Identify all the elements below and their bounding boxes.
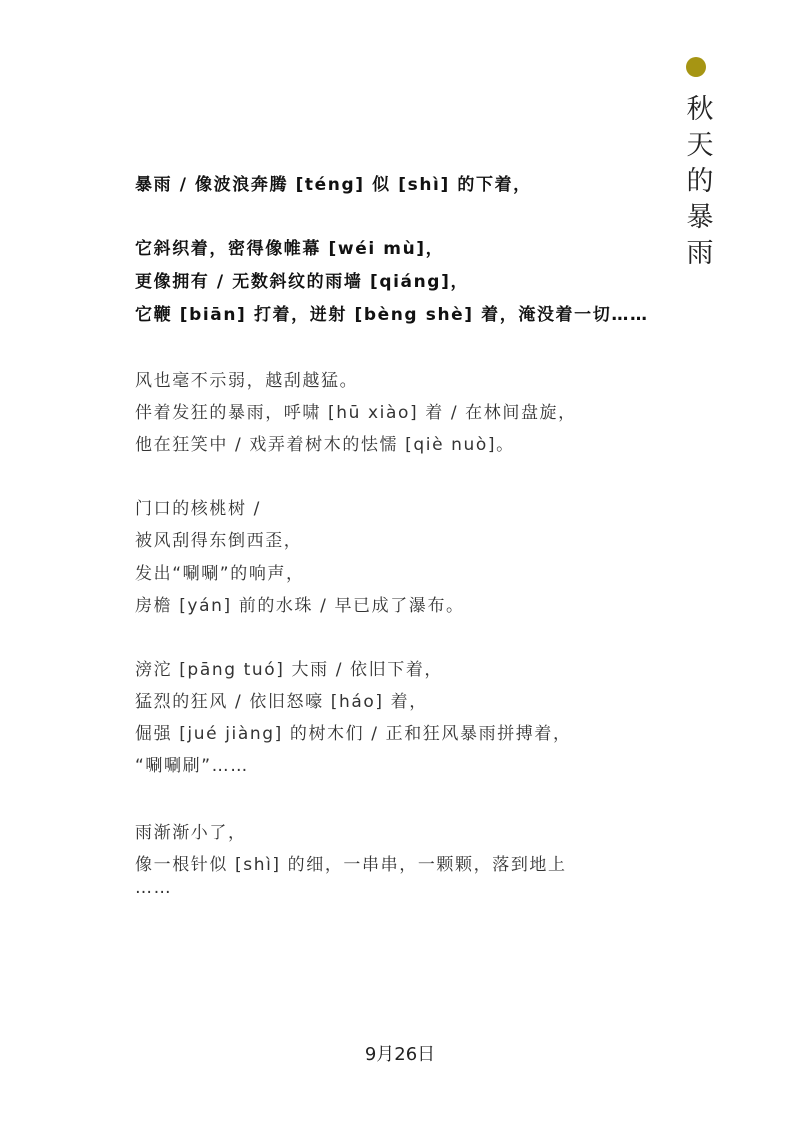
side-title-char: 雨 [686, 238, 714, 269]
poem-line: 更像拥有 / 无数斜纹的雨墙 [qiáng]， [135, 272, 470, 292]
poem-line: …… [135, 878, 173, 898]
side-title [684, 92, 716, 272]
poem-line: 像一根针似 [shì] 的细，一串串，一颗颗，落到地上 [135, 855, 567, 875]
poem-line: 风也毫不示弱，越刮越猛。 [135, 371, 359, 391]
poem-line: 暴雨 / 像波浪奔腾 [téng] 似 [shì] 的下着， [135, 175, 532, 195]
poem-line: 倔强 [jué jiàng] 的树木们 / 正和狂风暴雨拼搏着， [135, 724, 572, 744]
poem-line: 伴着发狂的暴雨，呼啸 [hū xiào] 着 / 在林间盘旋， [135, 403, 577, 423]
poem-line: 猛烈的狂风 / 依旧怒嚎 [háo] 着， [135, 692, 428, 712]
poem-line: “唰唰刷”…… [135, 756, 249, 776]
accent-dot [686, 57, 706, 77]
poem-line: 滂沱 [pāng tuó] 大雨 / 依旧下着， [135, 660, 444, 680]
poem-line: 雨渐渐小了， [135, 823, 247, 843]
poem-line: 房檐 [yán] 前的水珠 / 早已成了瀑布。 [135, 596, 465, 616]
poem-line: 它鞭 [biān] 打着，迸射 [bèng shè] 着，淹没着一切…… [135, 305, 649, 325]
poem-line: 门口的核桃树 / [135, 499, 261, 519]
poem-line: 他在狂笑中 / 戏弄着树木的怯懦 [qiè nuò]。 [135, 435, 515, 455]
side-title-char: 天 [686, 130, 714, 161]
page-date: 9月26日 [364, 1044, 436, 1065]
poem-line: 被风刮得东倒西歪， [135, 531, 303, 551]
side-title-char: 暴 [686, 202, 714, 233]
poem-line: 发出“唰唰”的响声， [135, 564, 305, 584]
side-title-char: 的 [686, 166, 714, 197]
poem-line: 它斜织着，密得像帷幕 [wéi mù]， [135, 239, 445, 259]
side-title-char: 秋 [686, 94, 714, 125]
